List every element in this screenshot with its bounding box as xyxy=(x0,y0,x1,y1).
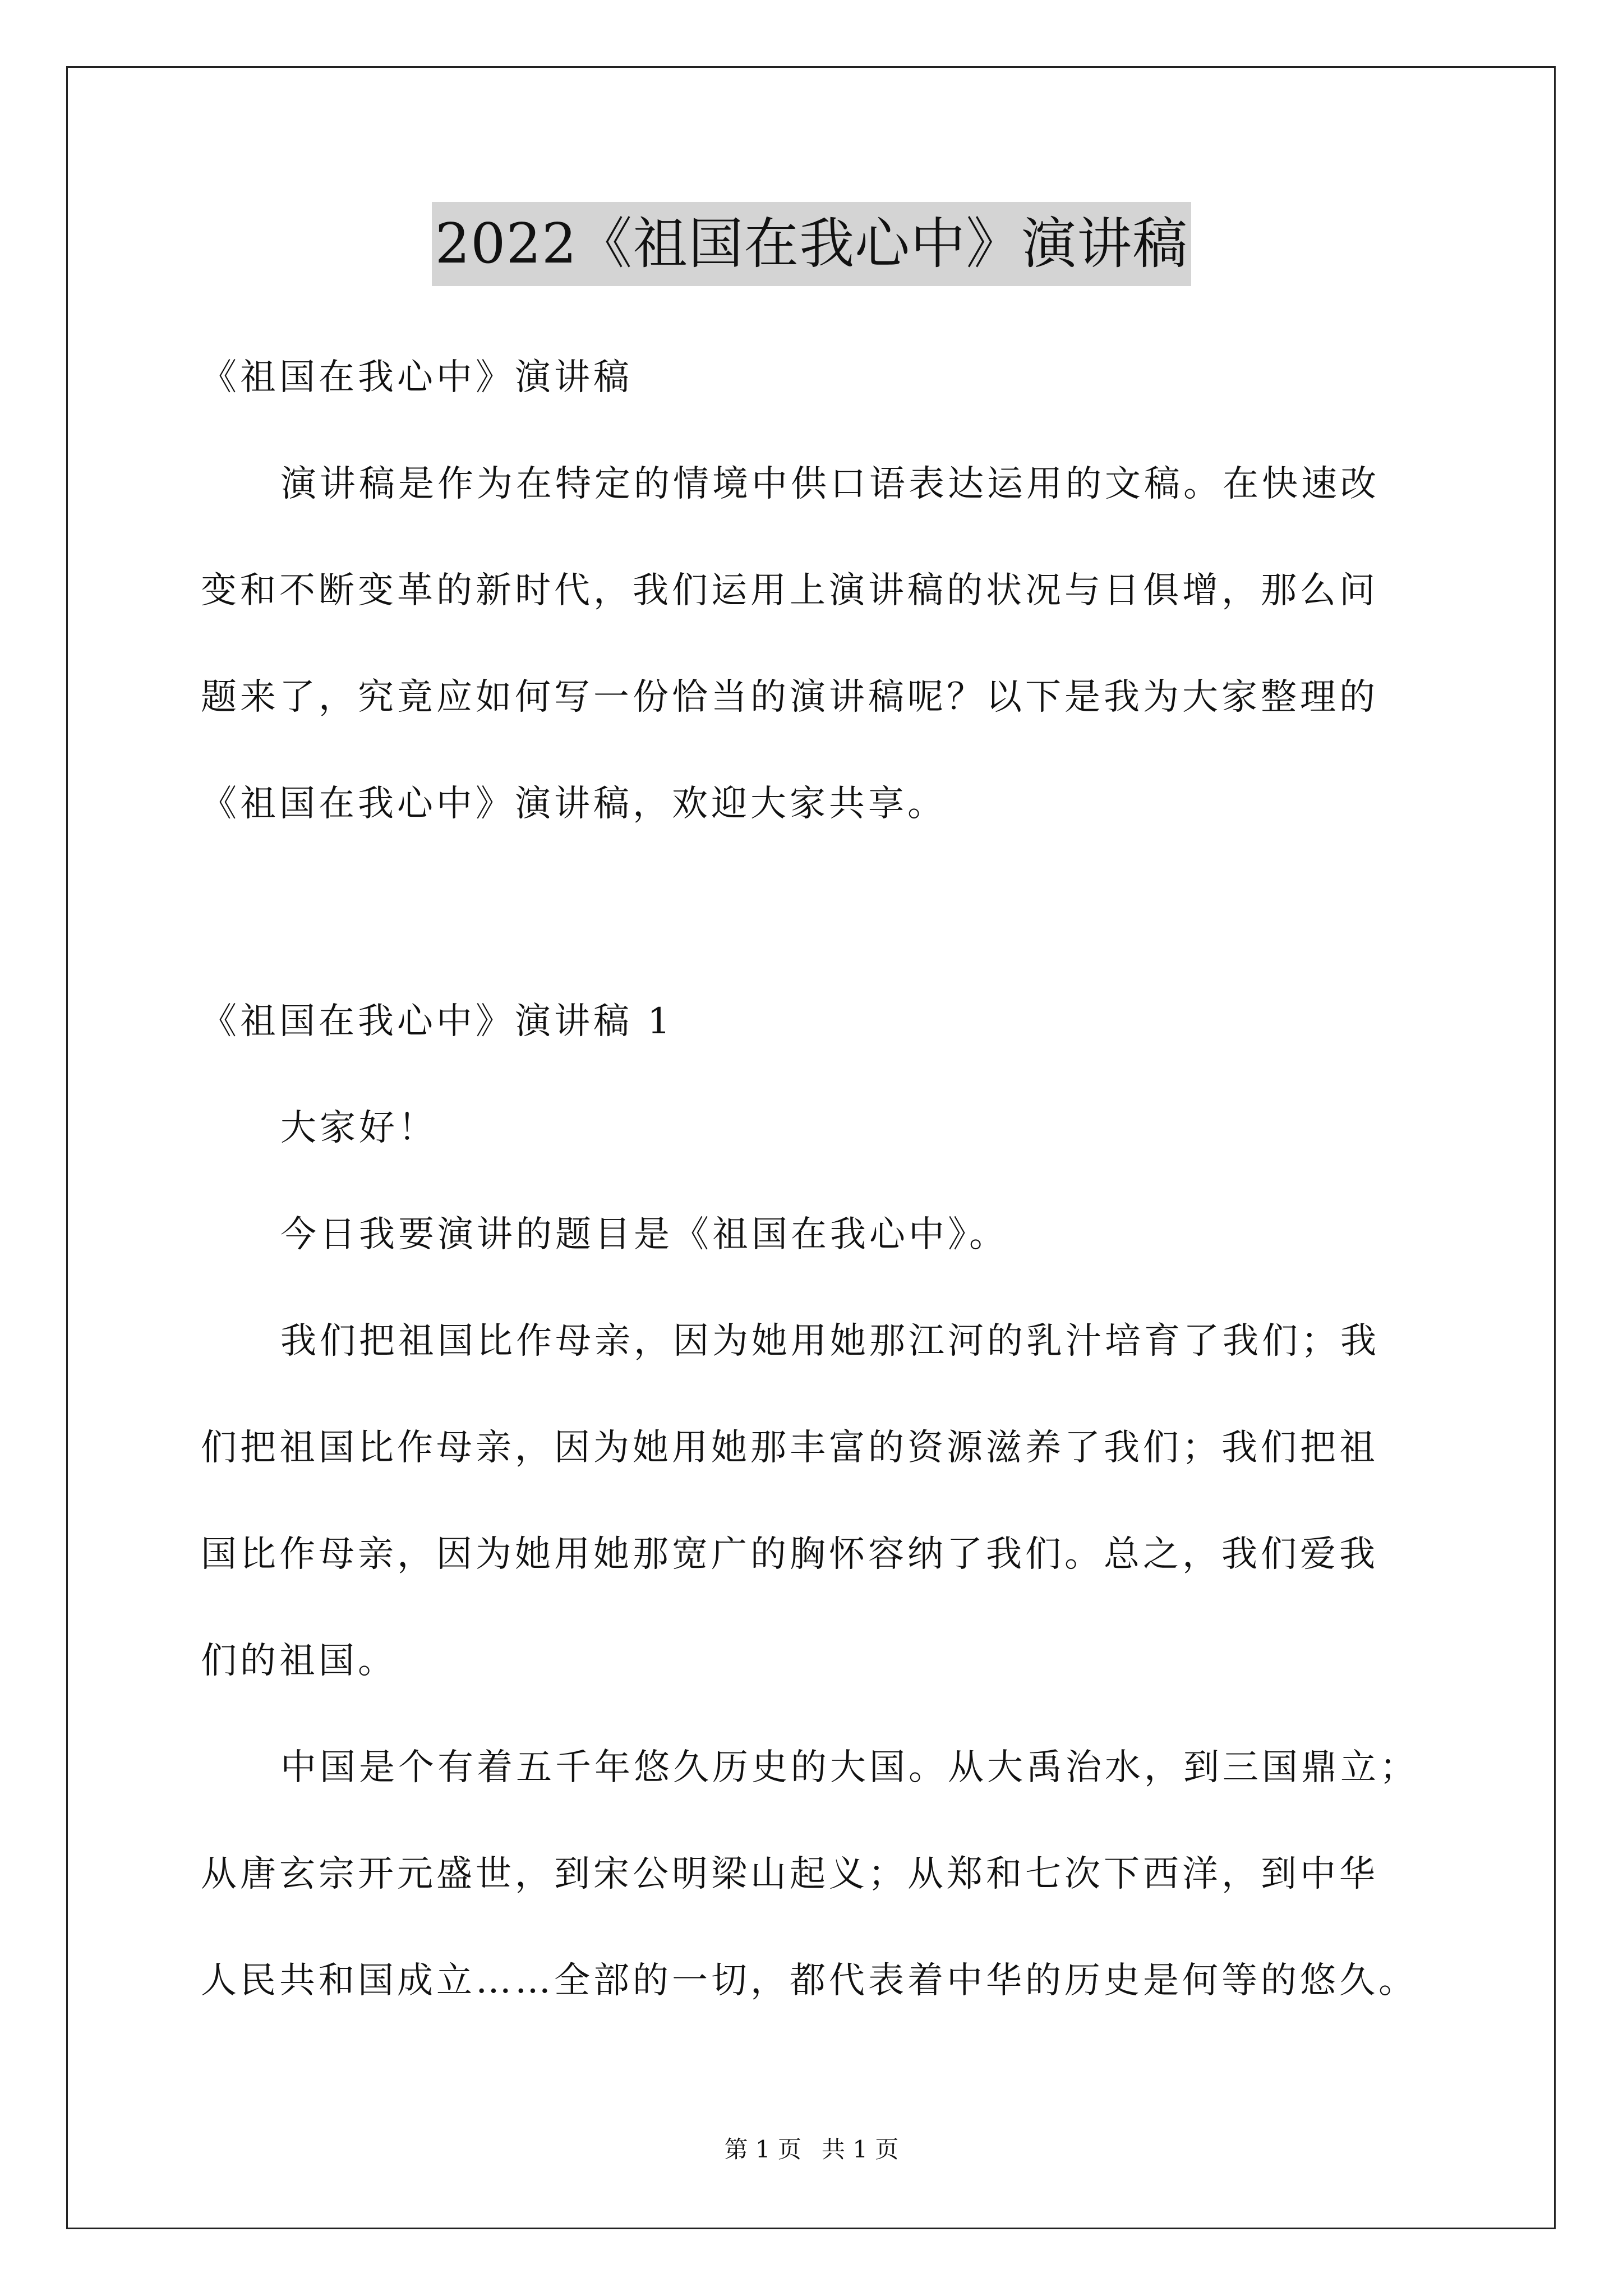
total-pages: 共 1 页 xyxy=(822,2136,899,2163)
intro-line-4: 《祖国在我心中》演讲稿，欢迎大家共享。 xyxy=(201,783,947,825)
paragraph1-line-4: 们的祖国。 xyxy=(201,1640,397,1682)
document-title-text: 2022《祖国在我心中》演讲稿 xyxy=(432,202,1191,286)
document-title xyxy=(0,202,1623,286)
intro-line-3: 题来了，究竟应如何写一份恰当的演讲稿呢？以下是我为大家整理的 xyxy=(201,677,1378,718)
paragraph2-line-3: 人民共和国成立……全部的一切，都代表着中华的历史是何等的悠久。 xyxy=(201,1960,1418,2001)
intro-line-2: 变和不断变革的新时代，我们运用上演讲稿的状况与日俱增，那么问 xyxy=(201,570,1378,611)
subtitle: 《祖国在我心中》演讲稿 xyxy=(201,357,633,398)
paragraph2-line-2: 从唐玄宗开元盛世，到宋公明梁山起义；从郑和七次下西洋，到中华 xyxy=(201,1853,1378,1895)
paragraph1-line-2: 们把祖国比作母亲，因为她用她那丰富的资源滋养了我们；我们把祖 xyxy=(201,1427,1378,1469)
intro-line-1: 演讲稿是作为在特定的情境中供口语表达运用的文稿。在快速改 xyxy=(280,463,1380,505)
page-footer xyxy=(0,2135,1623,2164)
paragraph1-line-1: 我们把祖国比作母亲，因为她用她那江河的乳汁培育了我们；我 xyxy=(280,1320,1380,1362)
page-number: 第 1 页 xyxy=(724,2136,801,2163)
greeting: 大家好！ xyxy=(280,1107,437,1149)
paragraph2-line-1: 中国是个有着五千年悠久历史的大国。从大禹治水，到三国鼎立； xyxy=(280,1747,1419,1788)
paragraph1-line-3: 国比作母亲，因为她用她那宽广的胸怀容纳了我们。总之，我们爱我 xyxy=(201,1534,1378,1575)
topic-line: 今日我要演讲的题目是《祖国在我心中》。 xyxy=(280,1214,1008,1255)
section-heading: 《祖国在我心中》演讲稿 1 xyxy=(201,1001,674,1042)
